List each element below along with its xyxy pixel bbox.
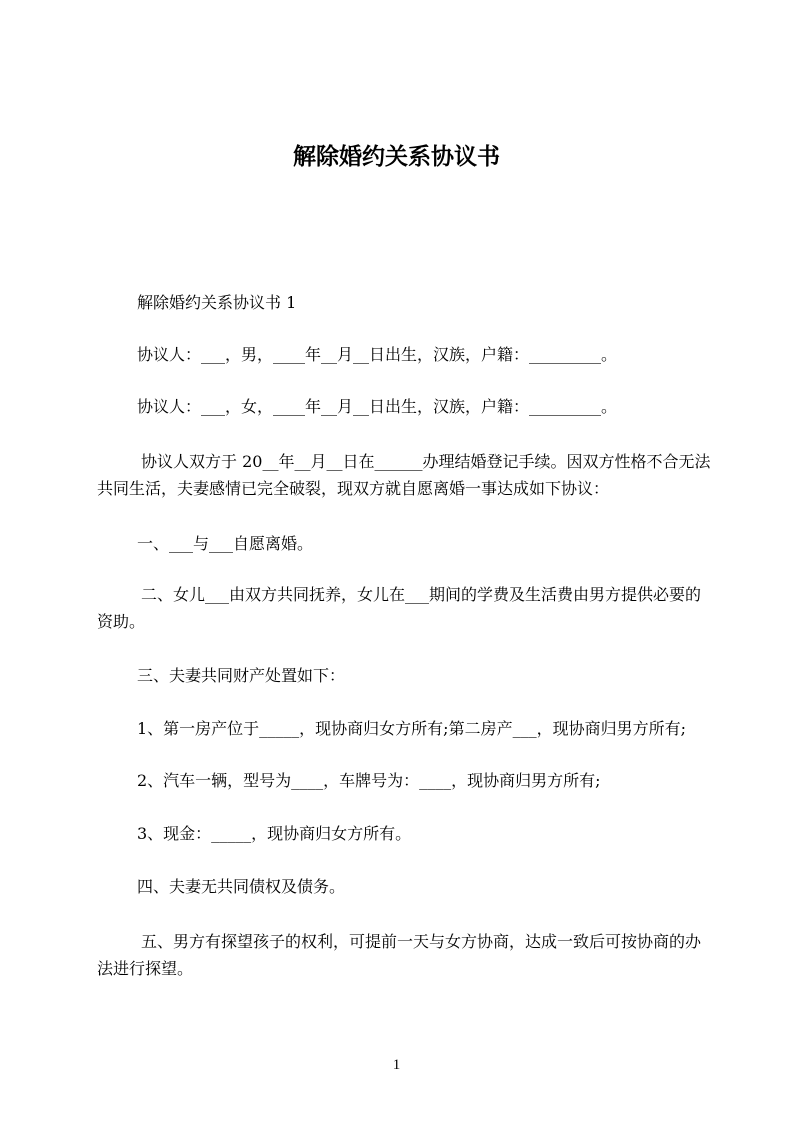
paragraph-line: 协议人：___，女，____年__月__日出生，汉族，户籍：_________。 <box>137 396 618 416</box>
paragraph-line: 法进行探望。 <box>97 958 194 978</box>
paragraph-line: 3、现金：_____，现协商归女方所有。 <box>137 823 412 843</box>
paragraph-heading <box>97 289 737 316</box>
paragraph-clause-5 <box>97 928 737 982</box>
paragraph-clause-1 <box>97 530 737 557</box>
paragraph-clause-2 <box>97 581 737 635</box>
paragraph-line: 2、汽车一辆，型号为____，车牌号为：____，现协商归男方所有; <box>137 770 601 790</box>
paragraph-line: 五、男方有探望孩子的权利，可提前一天与女方协商，达成一致后可按协商的办 <box>141 931 702 951</box>
paragraph-party-male <box>97 341 737 368</box>
page-number: 1 <box>392 1057 401 1073</box>
paragraph-property-item-2 <box>97 767 737 794</box>
paragraph-line: 二、女儿___由双方共同抚养，女儿在___期间的学费及生活费由男方提供必要的 <box>141 584 702 604</box>
paragraph-property-item-1 <box>97 715 737 742</box>
paragraph-line: 解除婚约关系协议书 1 <box>137 292 297 312</box>
paragraph-line: 四、夫妻无共同债权及债务。 <box>137 876 346 896</box>
paragraph-line: 资助。 <box>97 611 146 631</box>
paragraph-clause-4 <box>97 873 737 900</box>
paragraph-line: 协议人双方于 20__年__月__日在______办理结婚登记手续。因双方性格不合无法 <box>141 451 711 471</box>
paragraph-party-female <box>97 393 737 420</box>
document-title: 解除婚约关系协议书 <box>293 144 500 170</box>
paragraph-preamble <box>97 448 737 502</box>
paragraph-property-item-3 <box>97 820 737 847</box>
paragraph-line: 共同生活，夫妻感情已完全破裂，现双方就自愿离婚一事达成如下协议： <box>97 478 610 498</box>
paragraph-line: 协议人：___，男，____年__月__日出生，汉族，户籍：_________。 <box>137 344 618 364</box>
paragraph-line: 一、___与___自愿离婚。 <box>137 533 314 553</box>
paragraph-line: 1、第一房产位于_____，现协商归女方所有;第二房产___，现协商归男方所有; <box>137 718 686 738</box>
paragraph-line: 三、夫妻共同财产处置如下： <box>137 665 346 685</box>
paragraph-clause-3 <box>97 662 737 689</box>
